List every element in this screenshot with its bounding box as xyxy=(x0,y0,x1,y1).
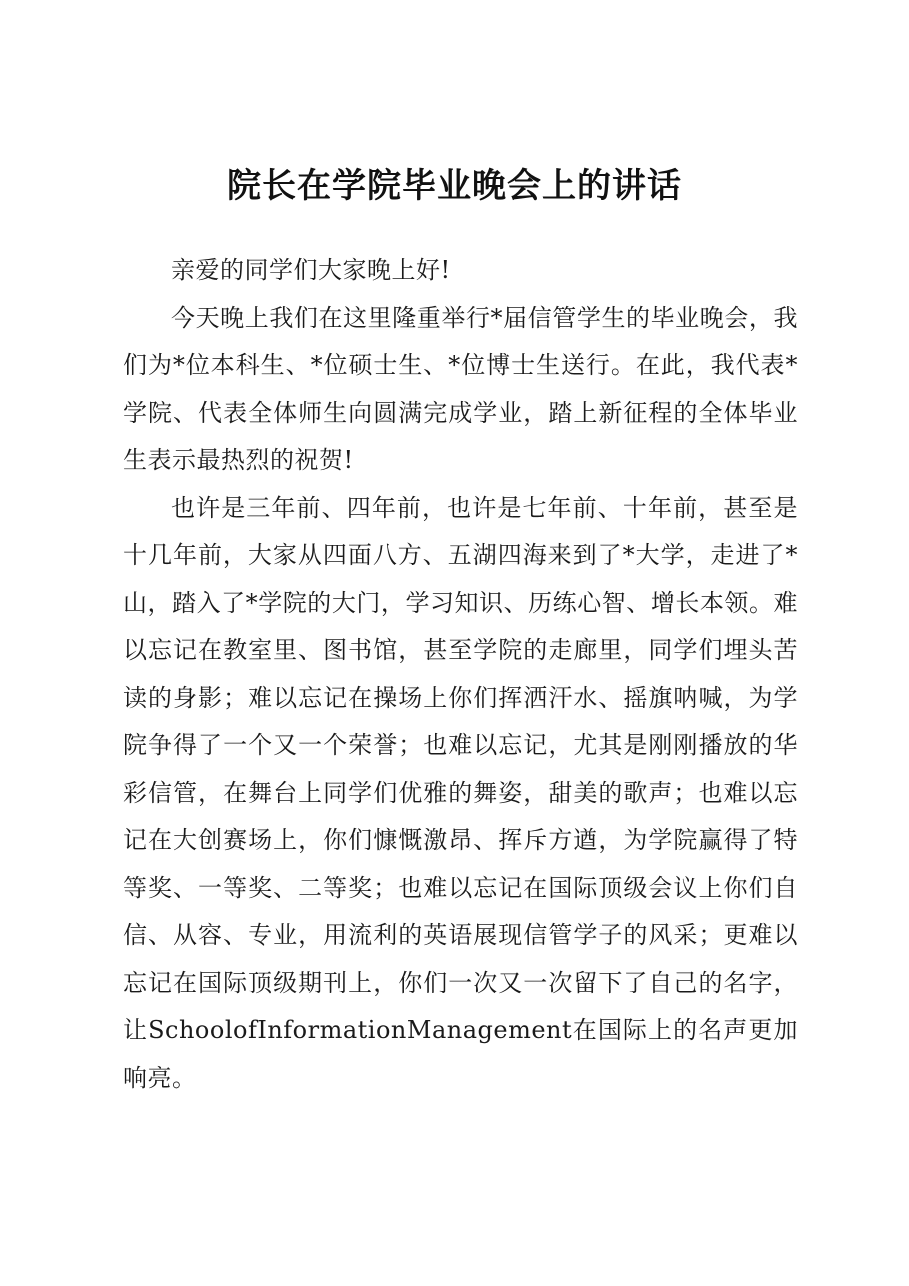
paragraph-greeting: 亲爱的同学们大家晚上好! xyxy=(171,256,451,284)
document-body xyxy=(123,247,798,1102)
paragraph-congratulations: 今天晚上我们在这里隆重举行*届信管学生的毕业晚会，我们为*位本科生、*位硕士生、*位博士生送行。在此，我代表*学院、代表全体师生向圆满完成学业，踏上新征程的全体毕业生表示最热烈的祝贺! xyxy=(123,303,798,474)
paragraph-memories: 也许是三年前、四年前，也许是七年前、十年前，甚至是十几年前，大家从四面八方、五湖四海来到了*大学，走进了*山，踏入了*学院的大门，学习知识、历练心智、增长本领。难以忘记在教室里、图书馆，甚至学院的走廊里，同学们埋头苦读的身影；难以忘记在操场上你们挥洒汗水、摇旗呐喊，为学院争得了一个又一个荣誉；也难以忘记，尤其是刚刚播放的华彩信管，在舞台上同学们优雅的舞姿，甜美的歌声；也难以忘记在大创赛场上，你们慷慨激昂、挥斥方遒，为学院赢得了特等奖、一等奖、二等奖；也难以忘记在国际顶级会议上你们自信、从容、专业，用流利的英语展现信管学子的风采；更难以忘记在国际顶级期刊上，你们一次又一次留下了自己的名字，让SchoolofInformationManagement在国际上的名声更加响亮。 xyxy=(123,493,798,1092)
document-title: 院长在学院毕业晚会上的讲话 xyxy=(227,166,682,206)
